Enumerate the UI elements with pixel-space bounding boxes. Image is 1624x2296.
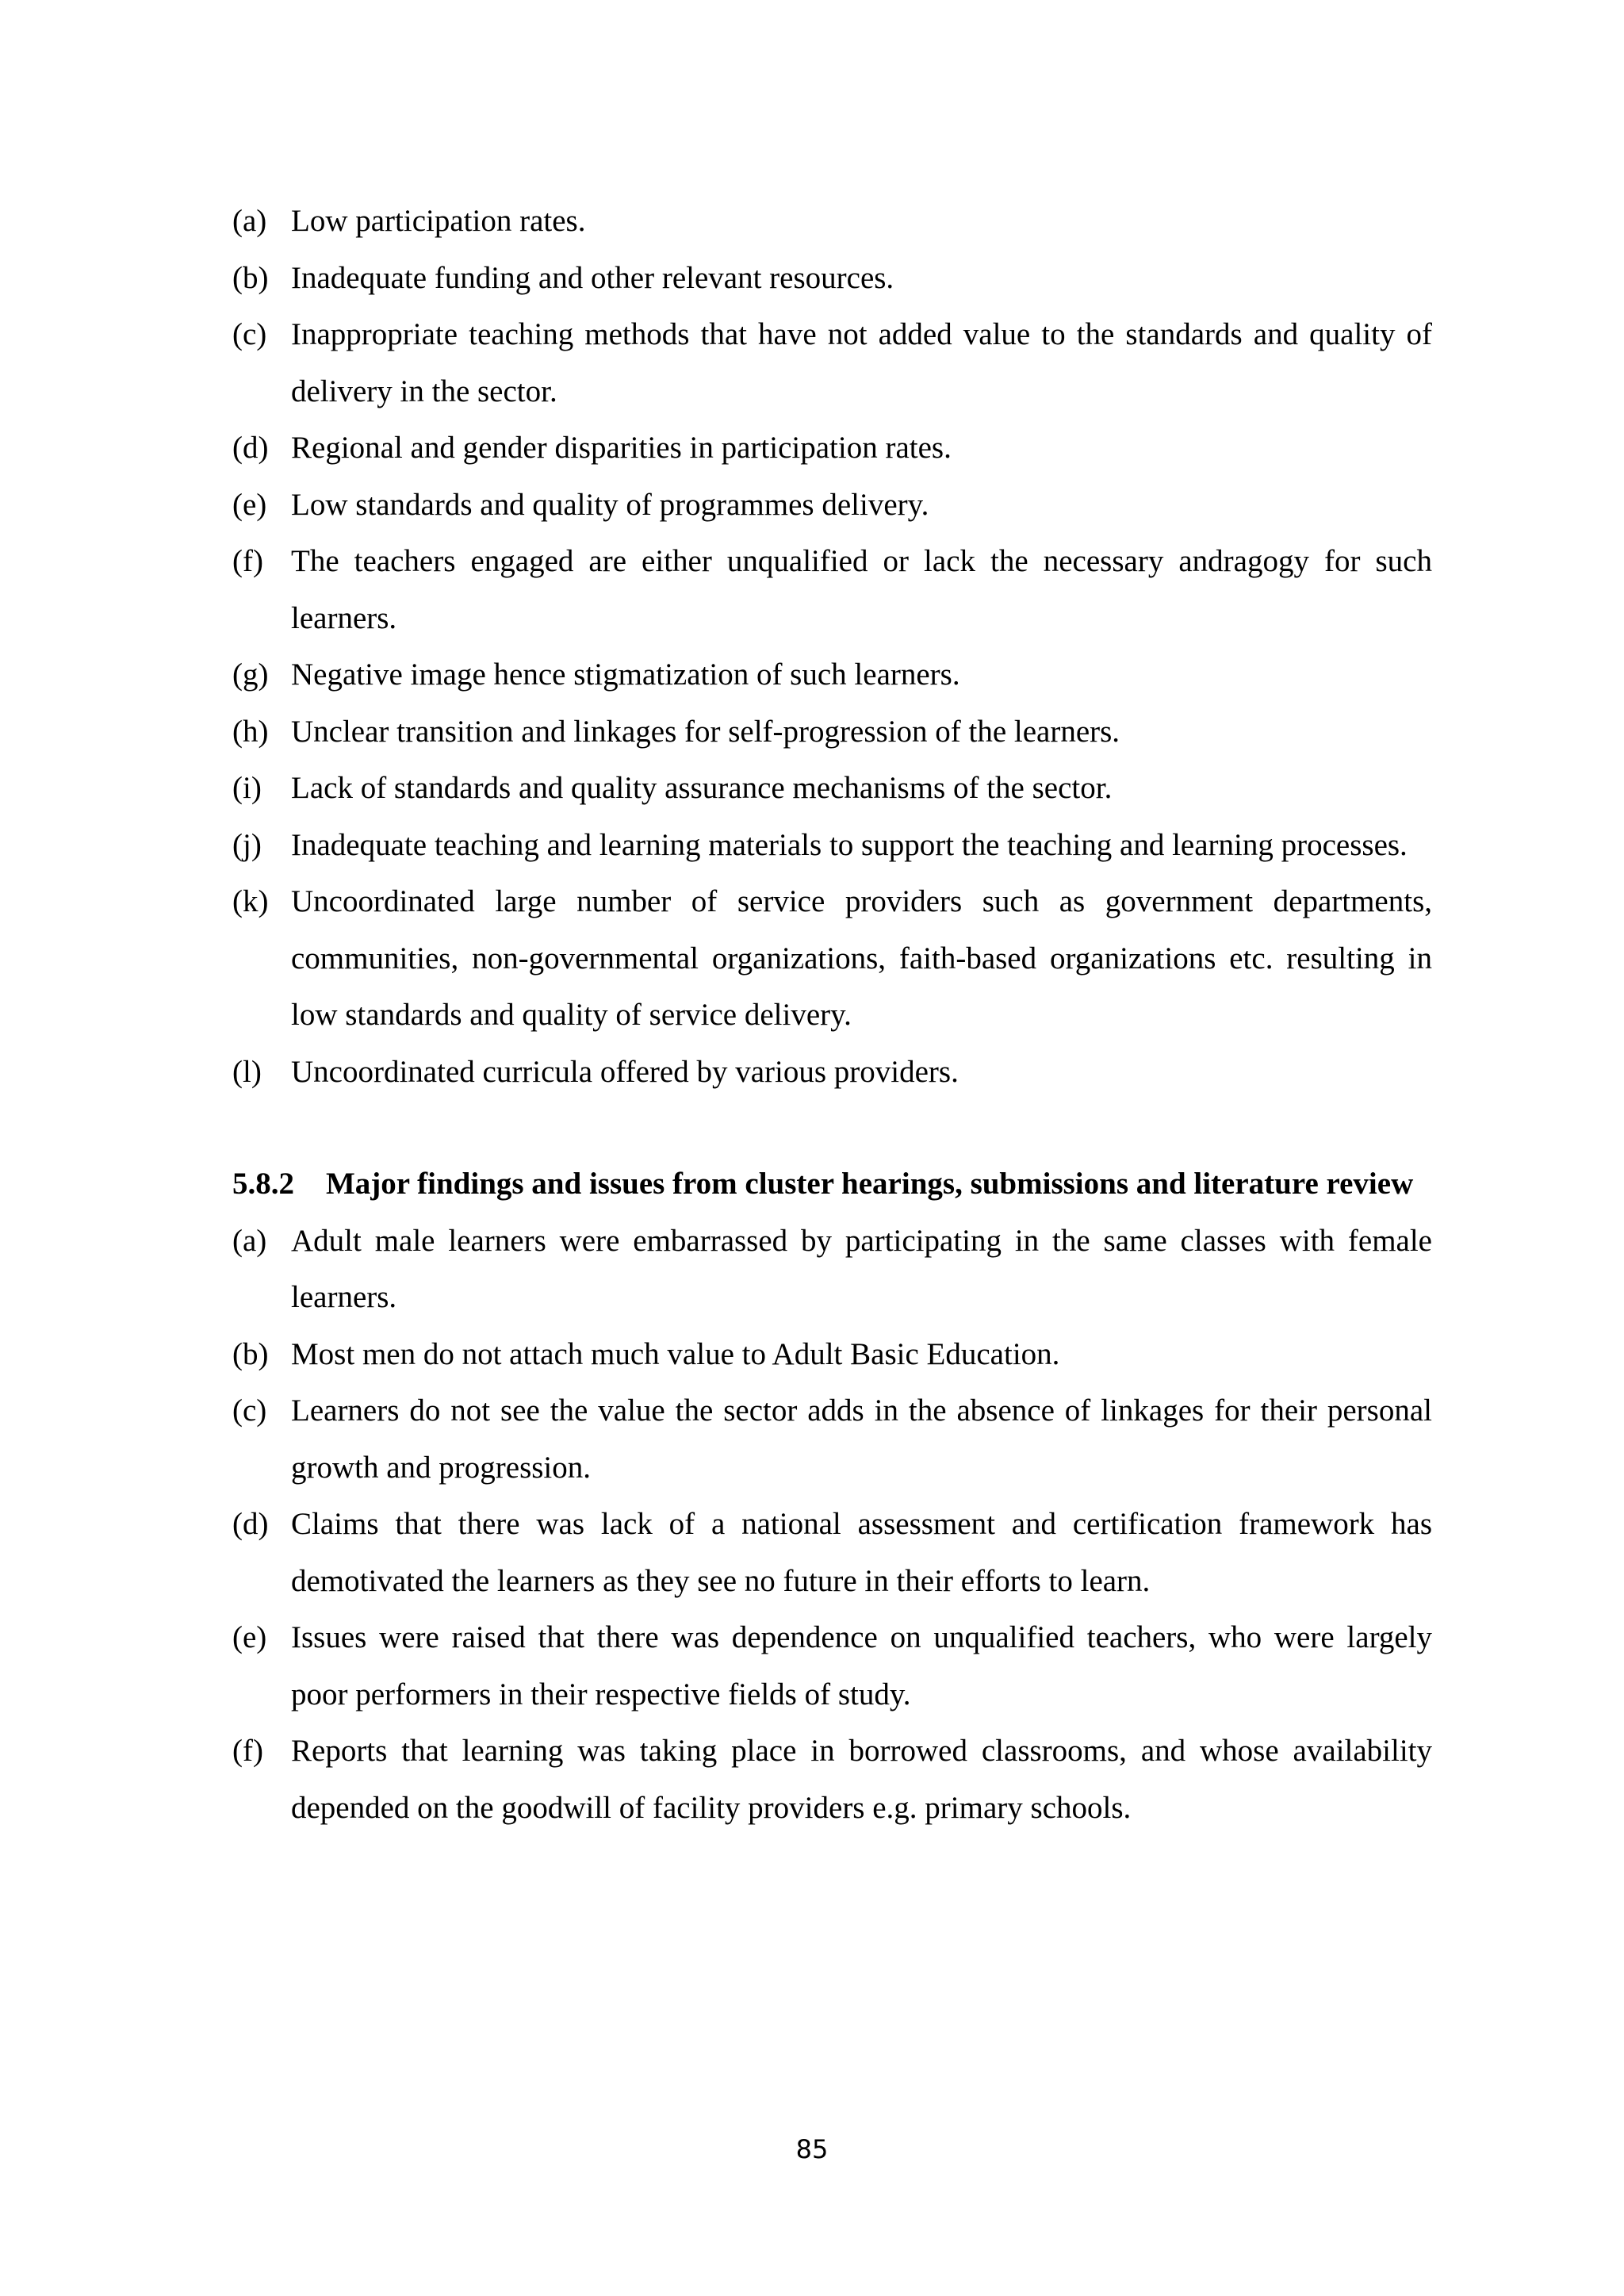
list-item: [232, 193, 1432, 250]
list-item: [232, 646, 1432, 703]
list-item-text: Claims that there was lack of a national assessment and certification framework has demotivated the learners as they see no future in their efforts to learn.: [291, 1507, 1432, 1598]
list-item: [232, 703, 1432, 761]
list-item-text: Learners do not see the value the sector adds in the absence of linkages for their personal growth and progression.: [291, 1393, 1432, 1485]
list-item-text: Regional and gender disparities in participation rates.: [291, 431, 952, 465]
list-marker: (b): [232, 260, 269, 295]
list-marker: (c): [232, 317, 267, 351]
section-title: Major findings and issues from cluster hearings, submissions and literature review: [326, 1167, 1414, 1201]
list-marker: (d): [232, 1507, 269, 1541]
list-item-text: Adult male learners were embarrassed by participating in the same classes with female learners.: [291, 1223, 1432, 1314]
list-item: [232, 1496, 1432, 1609]
list-item: [232, 477, 1432, 534]
list-item-text: Issues were raised that there was dependence on unqualified teachers, who were largely poor performers in their respective fields of study.: [291, 1620, 1432, 1711]
list-item-text: Reports that learning was taking place in borrowed classrooms, and whose availability depended on the goodwill of facility providers e.g. primary schools.: [291, 1734, 1432, 1825]
list-marker: (a): [232, 1223, 267, 1258]
findings-list: [232, 1213, 1432, 1837]
list-marker: (i): [232, 771, 262, 805]
list-marker: (b): [232, 1336, 269, 1371]
list-item-text: Lack of standards and quality assurance mechanisms of the sector.: [291, 771, 1113, 805]
list-item: [232, 817, 1432, 874]
list-marker: (g): [232, 657, 269, 692]
list-item: [232, 873, 1432, 1044]
list-item: [232, 1213, 1432, 1326]
list-marker: (e): [232, 1620, 267, 1654]
list-marker: (a): [232, 204, 267, 238]
list-item: [232, 533, 1432, 646]
page-number: 85: [795, 2134, 829, 2164]
list-marker: (l): [232, 1054, 262, 1089]
list-item: [232, 1609, 1432, 1723]
list-item: [232, 420, 1432, 477]
list-item: [232, 1723, 1432, 1836]
list-item-text: The teachers engaged are either unqualified or lack the necessary andragogy for such learners.: [291, 544, 1432, 635]
list-marker: (e): [232, 487, 267, 522]
list-item-text: Inadequate teaching and learning materials to support the teaching and learning processes.: [291, 827, 1408, 862]
list-item-text: Unclear transition and linkages for self-progression of the learners.: [291, 714, 1120, 749]
page-content: [232, 193, 1432, 1836]
list-item: [232, 1326, 1432, 1383]
list-marker: (k): [232, 884, 269, 918]
list-marker: (h): [232, 714, 269, 749]
list-item-text: Most men do not attach much value to Adult Basic Education.: [291, 1336, 1060, 1371]
list-item: [232, 250, 1432, 307]
section-number: 5.8.2: [232, 1167, 294, 1201]
list-item-text: Low standards and quality of programmes delivery.: [291, 487, 929, 522]
list-item: [232, 306, 1432, 420]
list-marker: (f): [232, 1734, 263, 1768]
list-item: [232, 1382, 1432, 1496]
list-marker: (c): [232, 1393, 267, 1428]
list-item-text: Uncoordinated curricula offered by various providers.: [291, 1054, 959, 1089]
list-marker: (f): [232, 544, 263, 578]
list-item: [232, 760, 1432, 817]
list-item: [232, 1044, 1432, 1101]
list-item-text: Uncoordinated large number of service providers such as government departments, communities, non-governmental organizations, faith-based organizations etc. resulting in low standards and quality of service delivery.: [291, 884, 1432, 1032]
list-marker: (j): [232, 827, 262, 862]
list-item-text: Low participation rates.: [291, 204, 586, 238]
section-heading: [232, 1156, 1432, 1213]
list-item-text: Inadequate funding and other relevant resources.: [291, 260, 894, 295]
list-marker: (d): [232, 431, 269, 465]
challenges-list: [232, 193, 1432, 1100]
list-item-text: Inappropriate teaching methods that have not added value to the standards and quality of delivery in the sector.: [291, 317, 1432, 408]
list-item-text: Negative image hence stigmatization of such learners.: [291, 657, 960, 692]
